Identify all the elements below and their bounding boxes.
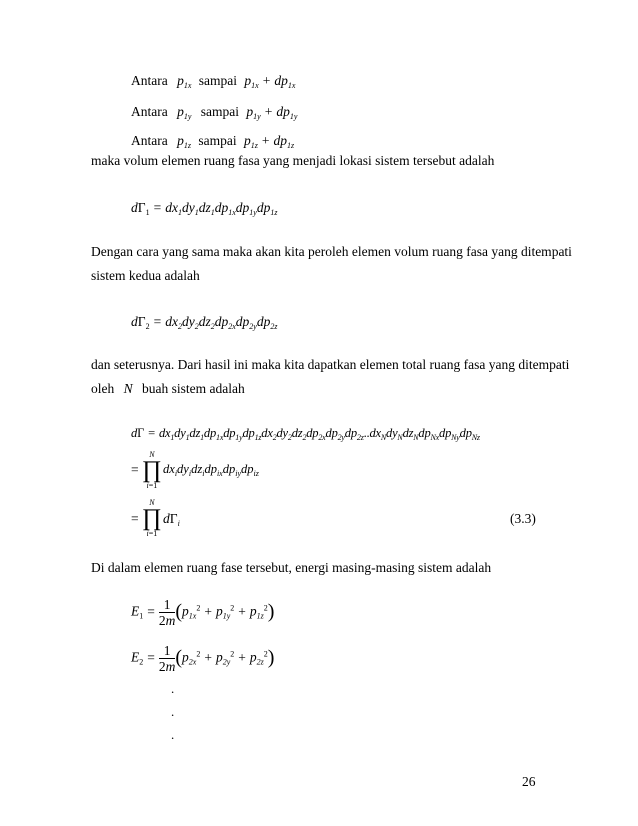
equation-dgamma-2: $d\Gamma_2 = dx_2dy_2dz_2dp_{2x}dp_{2y}dp_{2z}$ (131, 314, 278, 331)
product-symbol: N ∏ i=1 (142, 498, 162, 538)
range-line-y: Antara $p_{1y}$ sampai $p_{1y} + dp_{1y}$ (131, 104, 298, 121)
paragraph-second-system-line2: sistem kedua adalah (91, 268, 200, 283)
equation-energy-1: $E_1$ = $\frac{1}{2m}$ $(p_{1x}^2 + p_{1y}^2 + p_{1z}^2)$ (131, 597, 275, 628)
sampai-label: sampai (198, 73, 238, 88)
paragraph-volume-element: maka volum elemen ruang fasa yang menjadi lokasi sistem tersebut adalah (91, 153, 495, 168)
equation-number: (3.3) (510, 511, 536, 526)
continuation-dot: . (171, 727, 175, 742)
paragraph-energy: Di dalam elemen ruang fase tersebut, energi masing-masing sistem adalah (91, 560, 492, 575)
paragraph-total-element-line2: oleh N buah sistem adalah (91, 381, 245, 396)
equation-product-dgamma: = (131, 511, 139, 526)
range-line-x: Antara $p_{1x}$ sampai $p_{1x} + dp_{1x}$ (131, 73, 296, 90)
product-symbol: N ∏ i=1 (142, 450, 162, 490)
range-line-z: Antara $p_{1z}$ sampai $p_{1z} + dp_{1z}$ (131, 133, 295, 150)
sampai-label: sampai (200, 104, 240, 119)
equation-energy-2: $E_2$ = $\frac{1}{2m}$ $(p_{2x}^2 + p_{2y}^2 + p_{2z}^2)$ (131, 643, 275, 674)
antara-label: Antara (131, 104, 168, 119)
antara-label: Antara (131, 133, 168, 148)
antara-label: Antara (131, 73, 168, 88)
continuation-dot: . (171, 704, 175, 719)
equation-dgamma-total: $d\Gamma = dx_1dy_1dz_1dp_{1x}dp_{1y}dp_{1z}dx_2dy_2dz_2dp_{2x}dp_{2y}dp_{2z}..dx_Ndy_Ndz_Ndp_{Nx}dp_{Ny}dp_{Nz}$ (131, 426, 480, 442)
equation-product-dgamma-body: $d\Gamma_i$ (163, 511, 180, 528)
page-number: 26 (522, 774, 536, 789)
sampai-label: sampai (198, 133, 237, 148)
continuation-dot: . (171, 681, 175, 696)
paragraph-total-element-line1: dan seterusnya. Dari hasil ini maka kita dapatkan elemen total ruang fasa yang ditempati (91, 357, 570, 372)
equation-product-elements-body: $dx_idy_idz_idp_{ix}dp_{iy}dp_{iz}$ (163, 462, 259, 478)
equation-product-elements: = (131, 462, 139, 477)
paragraph-second-system-line1: Dengan cara yang sama maka akan kita peroleh elemen volum ruang fasa yang ditempati (91, 244, 572, 259)
equation-dgamma-1: $d\Gamma_1 = dx_1dy_1dz_1dp_{1x}dp_{1y}dp_{1z}$ (131, 200, 278, 217)
